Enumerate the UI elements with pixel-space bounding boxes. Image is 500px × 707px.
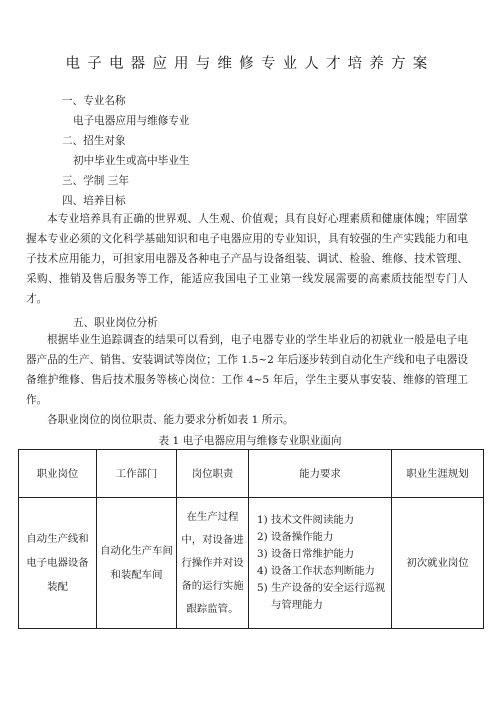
ability-item: [257, 580, 388, 614]
cell-position: 自动生产线和电子电器设备装配: [19, 498, 97, 629]
section-4-body: 本专业培养具有正确的世界观、人生观、价值观；具有良好心理素质和健康体魄；牢固掌握本专业必须的文化科学基础知识和电子电器应用的专业知识，具有较强的生产实践能力和电子技术应用能力，可担家用电器及各种电子产品与设备组装、调试、检验、维修、技术管理、采购、推销及售后服务等工作，能适应我国电子工业第一线发展需要的高素质技能型专门人才。: [26, 213, 468, 305]
header-position: 职业岗位: [19, 450, 97, 498]
table-row: [19, 498, 484, 629]
table-header-row: [19, 450, 484, 498]
ability-text: 设备日常维护能力: [271, 548, 355, 560]
section-1-body: 电子电器应用与维修专业: [73, 115, 190, 127]
ability-number: 1): [257, 514, 268, 526]
ability-text: 生产设备的安全运行巡视与管理能力: [271, 582, 386, 611]
ability-item: [257, 563, 388, 580]
table-caption: 表 1 电子电器应用与维修专业职业面向: [158, 435, 342, 447]
section-5-body-2: 各职业岗位的岗位职责、能力要求分析如表 1 所示。: [47, 414, 294, 426]
document-title: 电子电器应用与维修专业人才培养方案: [65, 56, 435, 72]
section-1-heading: 一、专业名称: [62, 95, 126, 107]
cell-career: 初次就业岗位: [392, 498, 484, 629]
section-4-heading: 四、培养目标: [62, 195, 126, 207]
ability-item: [257, 546, 388, 563]
cell-department: 自动化生产车间和装配车间: [97, 498, 177, 629]
section-5-heading: 五、职业岗位分析: [73, 317, 158, 329]
ability-number: 3): [257, 548, 268, 560]
header-department: 工作部门: [97, 450, 177, 498]
ability-number: 2): [257, 531, 268, 543]
ability-number: 5): [257, 582, 268, 594]
section-2-body: 初中毕业生或高中毕业生: [73, 155, 190, 167]
cell-duty: 在生产过程中，对设备进行操作并对设备的运行实施跟踪监管。: [177, 498, 249, 629]
section-5-body-1: 根据毕业生追踪调查的结果可以看到，电子电器专业的学生毕业后的初就业一般是电子电器产品的生产、销售、安装调试等岗位；工作 1.5~2 年后逐步转到自动化生产线和电子电器设备维护维修、售后技术服务等核心岗位：工作 4~5 年后，学生主要从事安装、维修的管理工作。: [26, 334, 468, 406]
ability-text: 设备工作状态判断能力: [271, 565, 375, 577]
header-ability: 能力要求: [249, 450, 392, 498]
section-3-heading: 三、学制 三年: [62, 175, 129, 187]
cell-ability: [249, 498, 392, 629]
ability-item: [257, 529, 388, 546]
ability-number: 4): [257, 565, 268, 577]
ability-text: 设备操作能力: [271, 531, 334, 543]
ability-text: 技术文件阅读能力: [271, 514, 355, 526]
ability-item: [257, 512, 388, 529]
header-duty: 岗位职责: [177, 450, 249, 498]
section-2-heading: 二、招生对象: [62, 135, 126, 147]
job-table: [18, 449, 484, 629]
header-career: 职业生涯规划: [392, 450, 484, 498]
